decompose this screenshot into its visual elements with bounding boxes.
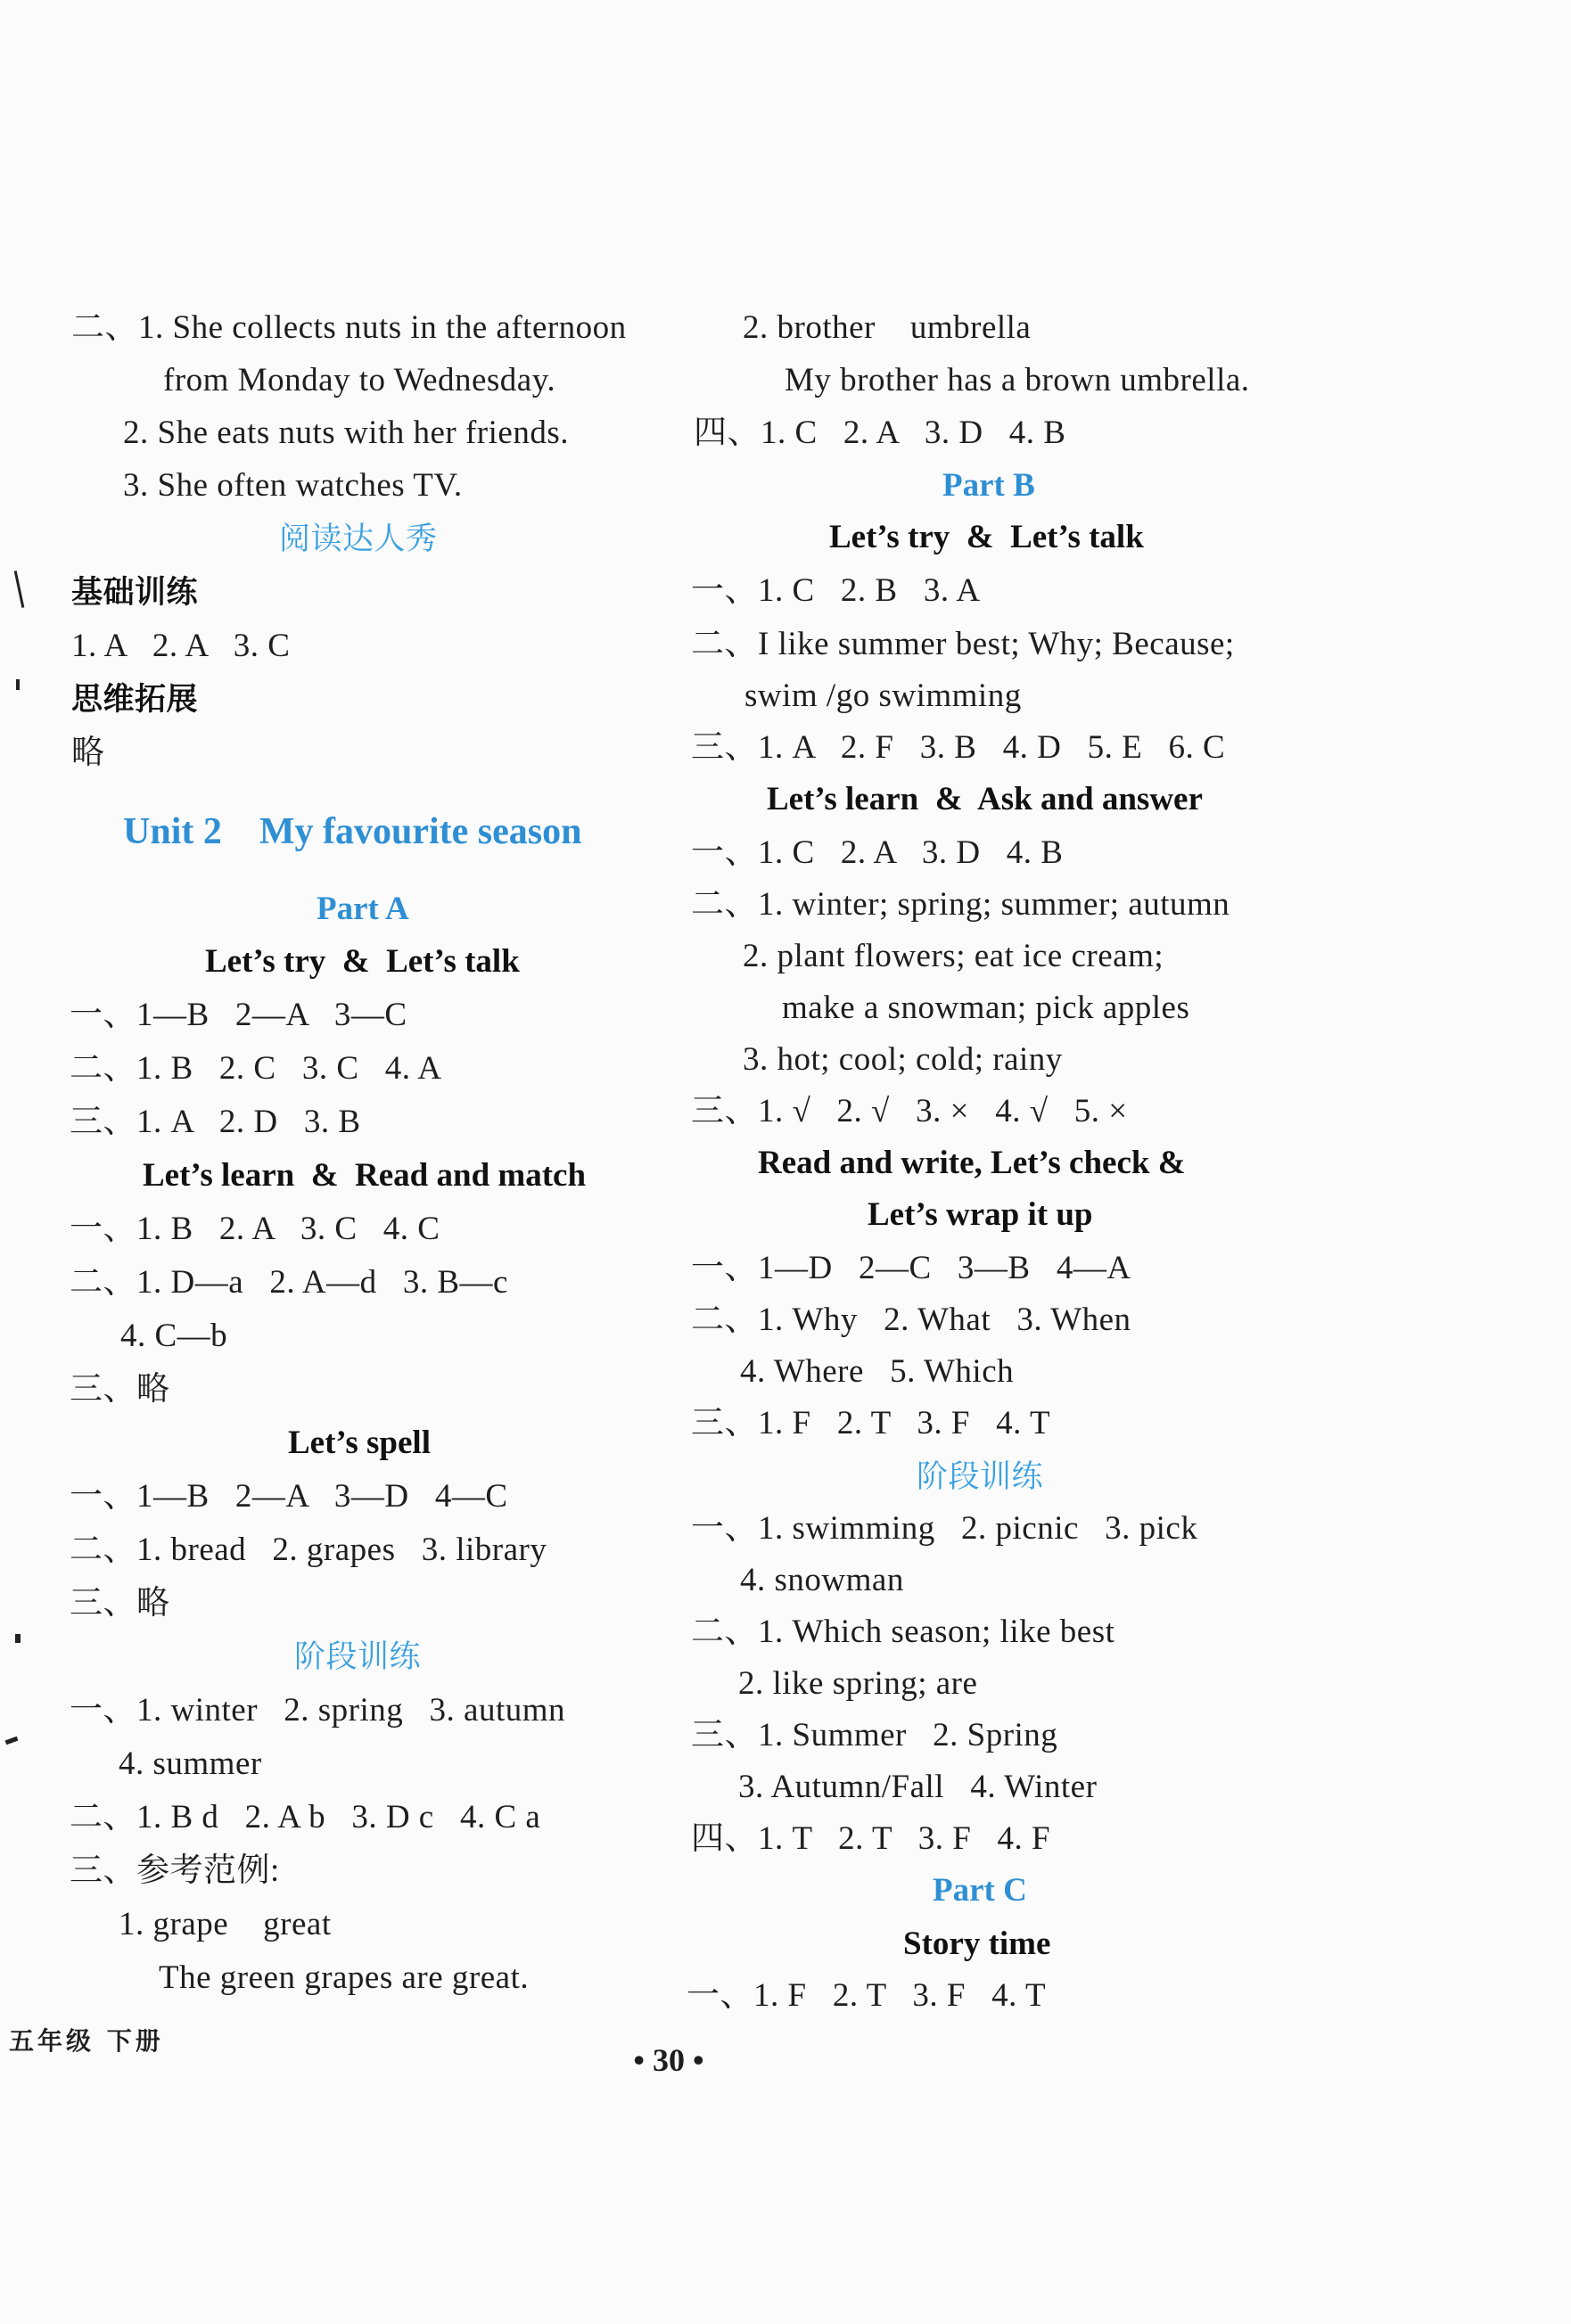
left-answer-line: 二、1. She collects nuts in the afternoon bbox=[71, 309, 627, 346]
left-part-title: Part A bbox=[317, 891, 409, 927]
right-answer-line: swim /go swimming bbox=[744, 677, 1022, 714]
left-answer-line: 4. summer bbox=[119, 1745, 262, 1782]
right-answer-line: 2. plant flowers; eat ice cream; bbox=[743, 938, 1164, 974]
left-answer-line: 4. C—b bbox=[120, 1318, 228, 1354]
left-answer-line: 3. She often watches TV. bbox=[123, 467, 463, 504]
left-answer-line: The green grapes are great. bbox=[159, 1959, 530, 1996]
left-answer-line: 二、1. B 2. C 3. C 4. A bbox=[70, 1050, 442, 1087]
left-answer-line: 二、1. bread 2. grapes 3. library bbox=[70, 1532, 547, 1568]
left-answer-line: 三、1. A 2. D 3. B bbox=[70, 1104, 361, 1140]
right-part-title: Part C bbox=[933, 1872, 1027, 1909]
right-lesson-heading: Story time bbox=[903, 1926, 1051, 1962]
right-answer-line: 一、1—D 2—C 3—B 4—A bbox=[691, 1250, 1131, 1286]
scan-mark bbox=[16, 679, 20, 690]
right-answer-line: make a snowman; pick apples bbox=[782, 990, 1190, 1026]
right-answer-line: My brother has a brown umbrella. bbox=[785, 362, 1250, 398]
right-answer-line: 3. Autumn/Fall 4. Winter bbox=[738, 1769, 1098, 1805]
right-answer-line: 3. hot; cool; cold; rainy bbox=[743, 1041, 1063, 1078]
right-answer-line: 三、1. Summer 2. Spring bbox=[691, 1717, 1058, 1753]
right-lesson-heading: Let’s try & Let’s talk bbox=[829, 519, 1144, 555]
right-answer-line: 2. brother umbrella bbox=[743, 309, 1032, 346]
page-number: • 30 • bbox=[633, 2042, 704, 2078]
left-subsection-title: 思维拓展 bbox=[71, 682, 199, 718]
right-answer-line: 一、1. C 2. B 3. A bbox=[691, 572, 981, 609]
left-answer-line: 一、1. winter 2. spring 3. autumn bbox=[70, 1692, 566, 1729]
left-lesson-heading: Let’s spell bbox=[288, 1425, 431, 1461]
right-answer-line: 二、1. Why 2. What 3. When bbox=[691, 1302, 1131, 1338]
right-answer-line: 四、1. T 2. T 3. F 4. F bbox=[691, 1820, 1051, 1857]
right-lesson-heading: Read and write, Let’s check & bbox=[758, 1145, 1186, 1181]
right-answer-line: 一、1. C 2. A 3. D 4. B bbox=[691, 834, 1064, 871]
right-answer-line: 三、1. F 2. T 3. F 4. T bbox=[691, 1405, 1051, 1441]
left-section-title: 阶段训练 bbox=[294, 1639, 422, 1675]
left-unit-title: Unit 2 My favourite season bbox=[123, 811, 582, 852]
left-answer-line: 二、1. B d 2. A b 3. D c 4. C a bbox=[70, 1799, 541, 1835]
right-answer-line: 4. snowman bbox=[740, 1562, 904, 1598]
left-answer-line: 1. grape great bbox=[119, 1906, 332, 1942]
right-answer-line: 三、1. √ 2. √ 3. × 4. √ 5. × bbox=[691, 1093, 1128, 1129]
left-answer-line: from Monday to Wednesday. bbox=[163, 362, 556, 398]
grade-label: 五年级 下册 bbox=[9, 2026, 164, 2056]
right-answer-line: 二、I like summer best; Why; Because; bbox=[691, 626, 1235, 662]
left-answer-line: 一、1—B 2—A 3—C bbox=[70, 997, 407, 1033]
left-subsection-title: 基础训练 bbox=[71, 575, 199, 611]
left-answer-line: 二、1. D—a 2. A—d 3. B—c bbox=[70, 1264, 508, 1301]
left-answer-line: 2. She eats nuts with her friends. bbox=[123, 415, 569, 451]
right-part-title: Part B bbox=[942, 467, 1035, 504]
left-answer-line: 略 bbox=[71, 735, 105, 771]
left-lesson-heading: Let’s learn & Read and match bbox=[143, 1157, 587, 1194]
left-lesson-heading: Let’s try & Let’s talk bbox=[205, 943, 520, 980]
left-answer-line: 一、1. B 2. A 3. C 4. C bbox=[70, 1211, 440, 1247]
scan-mark bbox=[15, 1634, 21, 1643]
right-answer-line: 三、1. A 2. F 3. B 4. D 5. E 6. C bbox=[691, 729, 1226, 766]
scan-mark bbox=[5, 1737, 19, 1745]
left-answer-line: 三、略 bbox=[70, 1585, 170, 1622]
left-answer-line: 三、略 bbox=[70, 1371, 170, 1408]
left-answer-line: 一、1—B 2—A 3—D 4—C bbox=[70, 1478, 508, 1515]
right-answer-line: 4. Where 5. Which bbox=[740, 1353, 1015, 1390]
left-section-title: 阅读达人秀 bbox=[279, 521, 438, 557]
right-answer-line: 2. like spring; are bbox=[738, 1665, 978, 1702]
right-answer-line: 一、1. F 2. T 3. F 4. T bbox=[687, 1977, 1047, 2014]
right-section-title: 阶段训练 bbox=[917, 1459, 1044, 1495]
right-answer-line: 二、1. Which season; like best bbox=[691, 1614, 1115, 1650]
right-answer-line: 一、1. swimming 2. picnic 3. pick bbox=[691, 1510, 1198, 1547]
left-answer-line: 三、参考范例: bbox=[70, 1852, 280, 1889]
right-answer-line: 二、1. winter; spring; summer; autumn bbox=[691, 886, 1230, 923]
right-lesson-heading: Let’s learn & Ask and answer bbox=[767, 781, 1203, 817]
scan-mark bbox=[14, 571, 25, 608]
right-answer-line: 四、1. C 2. A 3. D 4. B bbox=[694, 415, 1066, 451]
right-lesson-heading: Let’s wrap it up bbox=[868, 1196, 1093, 1233]
left-answer-line: 1. A 2. A 3. C bbox=[71, 628, 291, 664]
